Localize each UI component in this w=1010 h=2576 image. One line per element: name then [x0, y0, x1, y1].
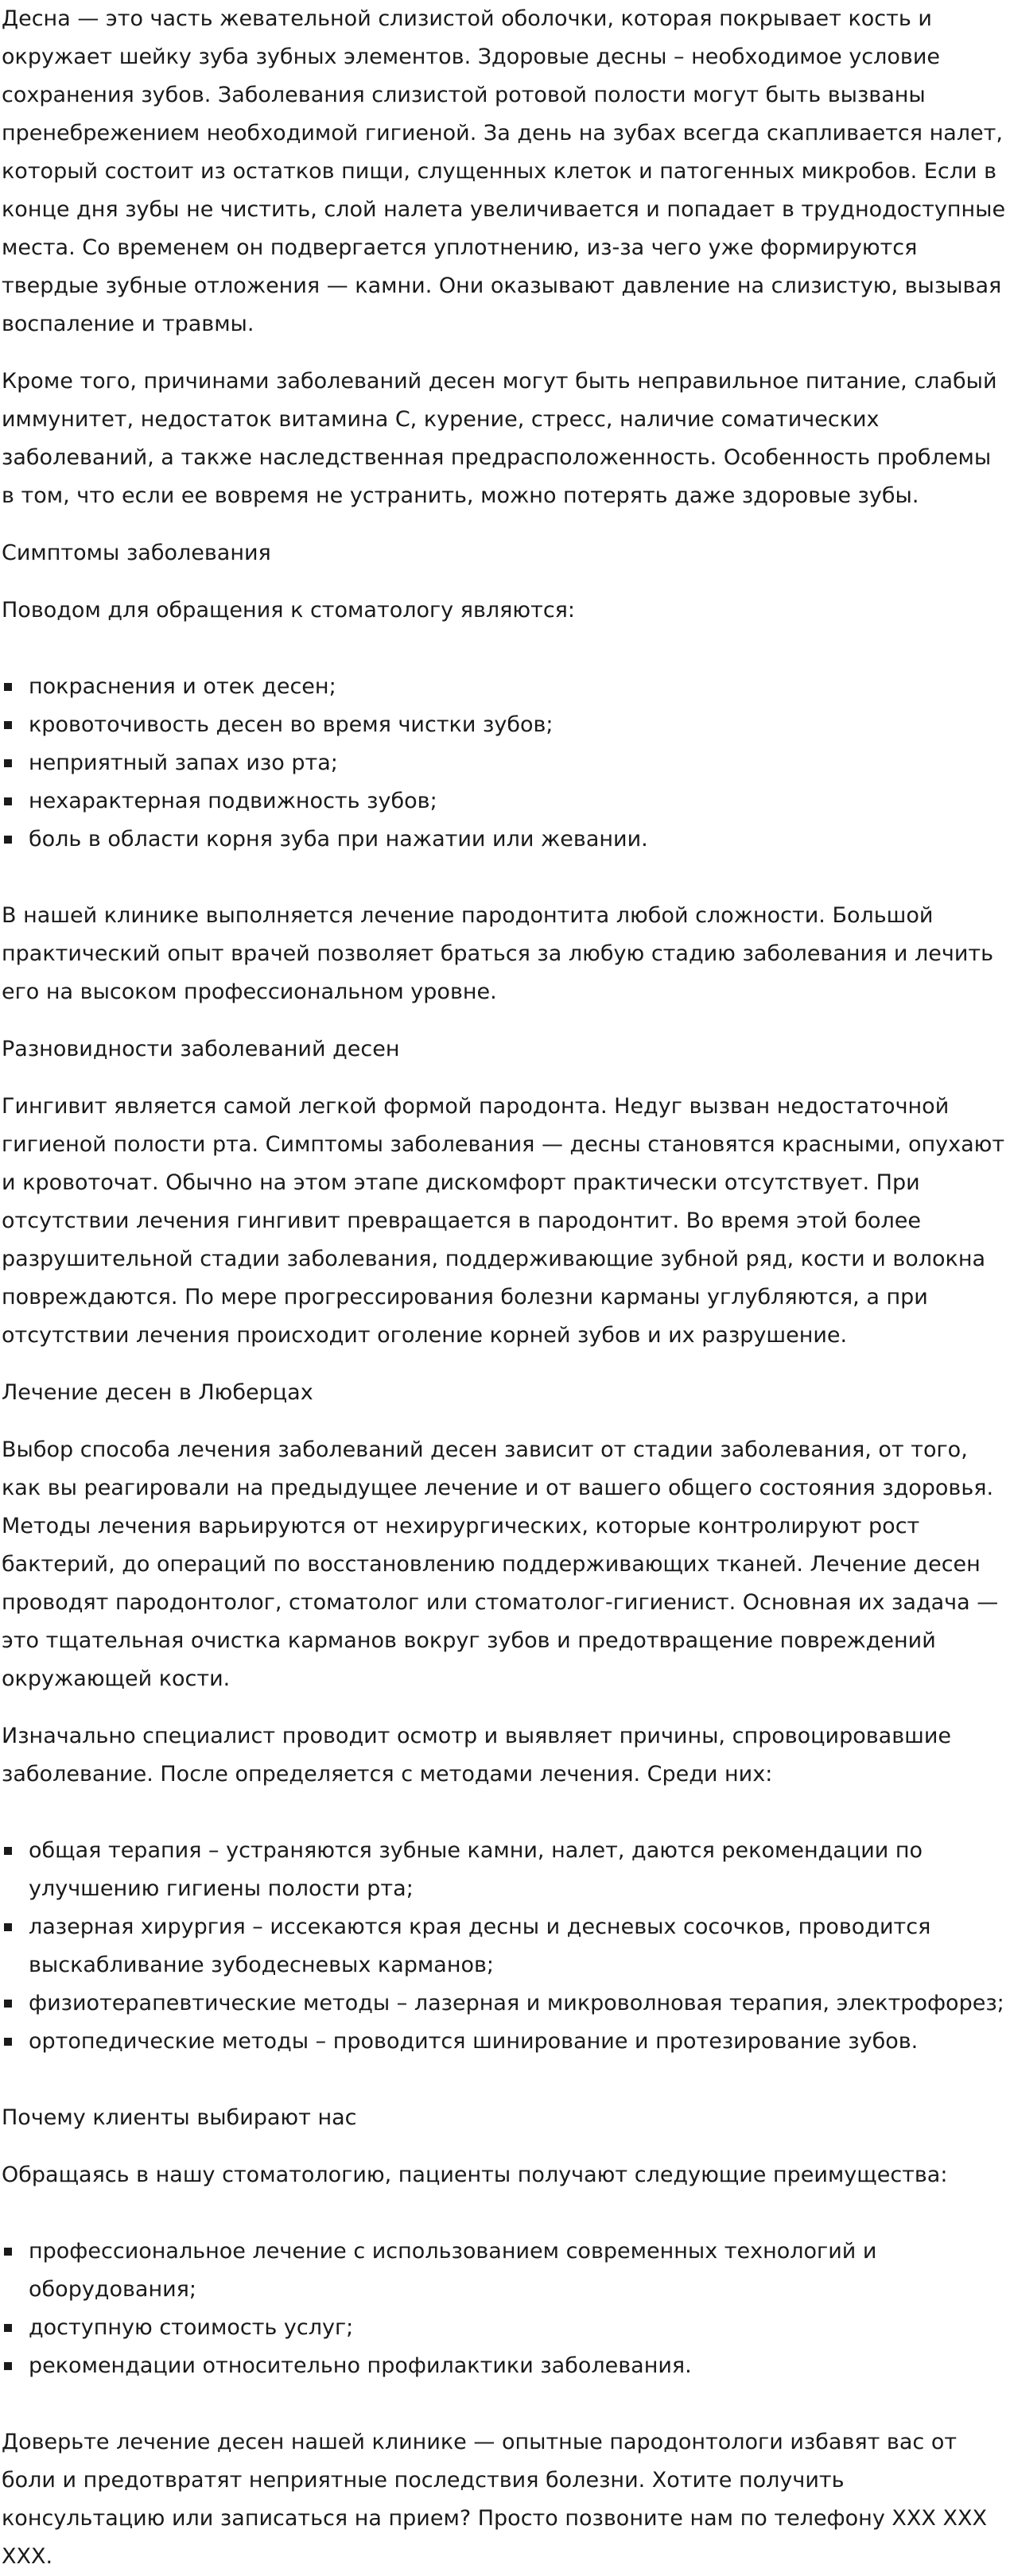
bullet-icon [4, 721, 12, 729]
bullet-icon [4, 1923, 12, 1931]
symptoms-heading: Симптомы заболевания [2, 541, 271, 565]
intro-paragraph-2: Кроме того, причинами заболеваний десен могут быть неправильное питание, слабый иммунитет, недостаток витамина С, курение, стресс, наличие соматических заболеваний, а также наследственная предрасположенность. Особенность проблемы в том, что если ее вовремя не устранить, можно потерять даже здоровые зубы. [2, 369, 997, 508]
types-paragraph: Гингивит является самой легкой формой пародонта. Недуг вызван недостаточной гигиеной полости рта. Симптомы заболевания — десны становятся красными, опухают и кровоточат. Обычно на этом этапе дискомфорт практически отсутствует. При отсутствии лечения гингивит превращается в пародонтит. Во время этой более разрушительной стадии заболевания, поддерживающие зубной ряд, кости и волокна повреждаются. По мере прогрессирования болезни карманы углубляются, а при отсутствии лечения происходит оголение корней зубов и их разрушение. [2, 1094, 1005, 1348]
list-item-text: лазерная хирургия – иссекаются края десны и десневых сосочков, проводится выскабливание зубодесневых карманов; [29, 1915, 931, 1977]
bullet-icon [4, 797, 12, 805]
list-item [2, 744, 1008, 782]
list-item [2, 2347, 1008, 2385]
bullet-icon [4, 2324, 12, 2332]
treatment-methods-list [2, 1832, 1008, 2061]
list-item [2, 782, 1008, 821]
list-item [2, 668, 1008, 706]
list-item-text: профессиональное лечение с использованием современных технологий и оборудования; [29, 2239, 877, 2302]
intro-paragraph-1: Десна — это часть жевательной слизистой оболочки, которая покрывает кость и окружает шейку зуба зубных элементов. Здоровые десны – необходимое условие сохранения зубов. Заболевания слизистой ротовой полости могут быть вызваны пренебрежением необходимой гигиеной. За день на зубах всегда скапливается налет, который состоит из остатков пищи, слущенных клеток и патогенных микробов. Если в конце дня зубы не чистить, слой налета увеличивается и попадает в труднодоступные места. Со временем он подвергается уплотнению, из-за чего уже формируются твердые зубные отложения — камни. Они оказывают давление на слизистую, вызывая воспаление и травмы. [2, 6, 1006, 336]
bullet-icon [4, 2248, 12, 2256]
bullet-icon [4, 683, 12, 691]
list-item [2, 2309, 1008, 2347]
list-item-text: ортопедические методы – проводится шинирование и протезирование зубов. [29, 2029, 919, 2054]
list-item-text: доступную стоимость услуг; [29, 2315, 354, 2340]
treatment-paragraph-1: Выбор способа лечения заболеваний десен зависит от стадии заболевания, от того, как вы реагировали на предыдущее лечение и от вашего общего состояния здоровья. Методы лечения варьируются от нехирургических, которые контролируют рост бактерий, до операций по восстановлению поддерживающих тканей. Лечение десен проводят пародонтолог, стоматолог или стоматолог-гигиенист. Основная их задача — это тщательная очистка карманов вокруг зубов и предотвращение повреждений окружающей кости. [2, 1437, 999, 1691]
advantages-list [2, 2233, 1008, 2385]
list-item [2, 1984, 1008, 2023]
bullet-icon [4, 836, 12, 844]
symptoms-list [2, 668, 1008, 859]
treatment-heading: Лечение десен в Люберцах [2, 1380, 313, 1405]
bullet-icon [4, 2038, 12, 2046]
list-item [2, 821, 1008, 859]
treatment-paragraph-2: Изначально специалист проводит осмотр и выявляет причины, спровоцировавшие заболевание. После определяется с методами лечения. Среди них: [2, 1724, 951, 1787]
why-us-lead: Обращаясь в нашу стоматологию, пациенты получают следующие преимущества: [2, 2163, 948, 2187]
bullet-icon [4, 1847, 12, 1855]
bullet-icon [4, 2362, 12, 2370]
bullet-icon [4, 759, 12, 767]
list-item [2, 706, 1008, 744]
list-item [2, 2023, 1008, 2061]
list-item-text: покраснения и отек десен; [29, 674, 336, 699]
list-item [2, 1832, 1008, 1908]
closing-paragraph: Доверьте лечение десен нашей клинике — опытные пародонтологи избавят вас от боли и предотвратят неприятные последствия болезни. Хотите получить консультацию или записаться на прием? Просто позвоните нам по телефону XXX XXX XXX. [2, 2430, 987, 2569]
list-item [2, 1908, 1008, 1984]
list-item-text: кровоточивость десен во время чистки зубов; [29, 712, 554, 737]
why-us-heading: Почему клиенты выбирают нас [2, 2105, 357, 2130]
list-item-text: физиотерапевтические методы – лазерная и микроволновая терапия, электрофорез; [29, 1991, 1004, 2015]
symptoms-after-paragraph: В нашей клинике выполняется лечение пародонтита любой сложности. Большой практический опыт врачей позволяет браться за любую стадию заболевания и лечить его на высоком профессиональном уровне. [2, 903, 994, 1004]
list-item [2, 2233, 1008, 2309]
symptoms-lead: Поводом для обращения к стоматологу являются: [2, 598, 576, 623]
list-item-text: общая терапия – устраняются зубные камни, налет, даются рекомендации по улучшению гигиены полости рта; [29, 1838, 923, 1901]
list-item-text: неприятный запах изо рта; [29, 751, 338, 775]
list-item-text: рекомендации относительно профилактики заболевания. [29, 2353, 692, 2378]
list-item-text: нехарактерная подвижность зубов; [29, 789, 437, 813]
bullet-icon [4, 2000, 12, 2008]
list-item-text: боль в области корня зуба при нажатии или жевании. [29, 827, 648, 852]
types-heading: Разновидности заболеваний десен [2, 1037, 400, 1061]
